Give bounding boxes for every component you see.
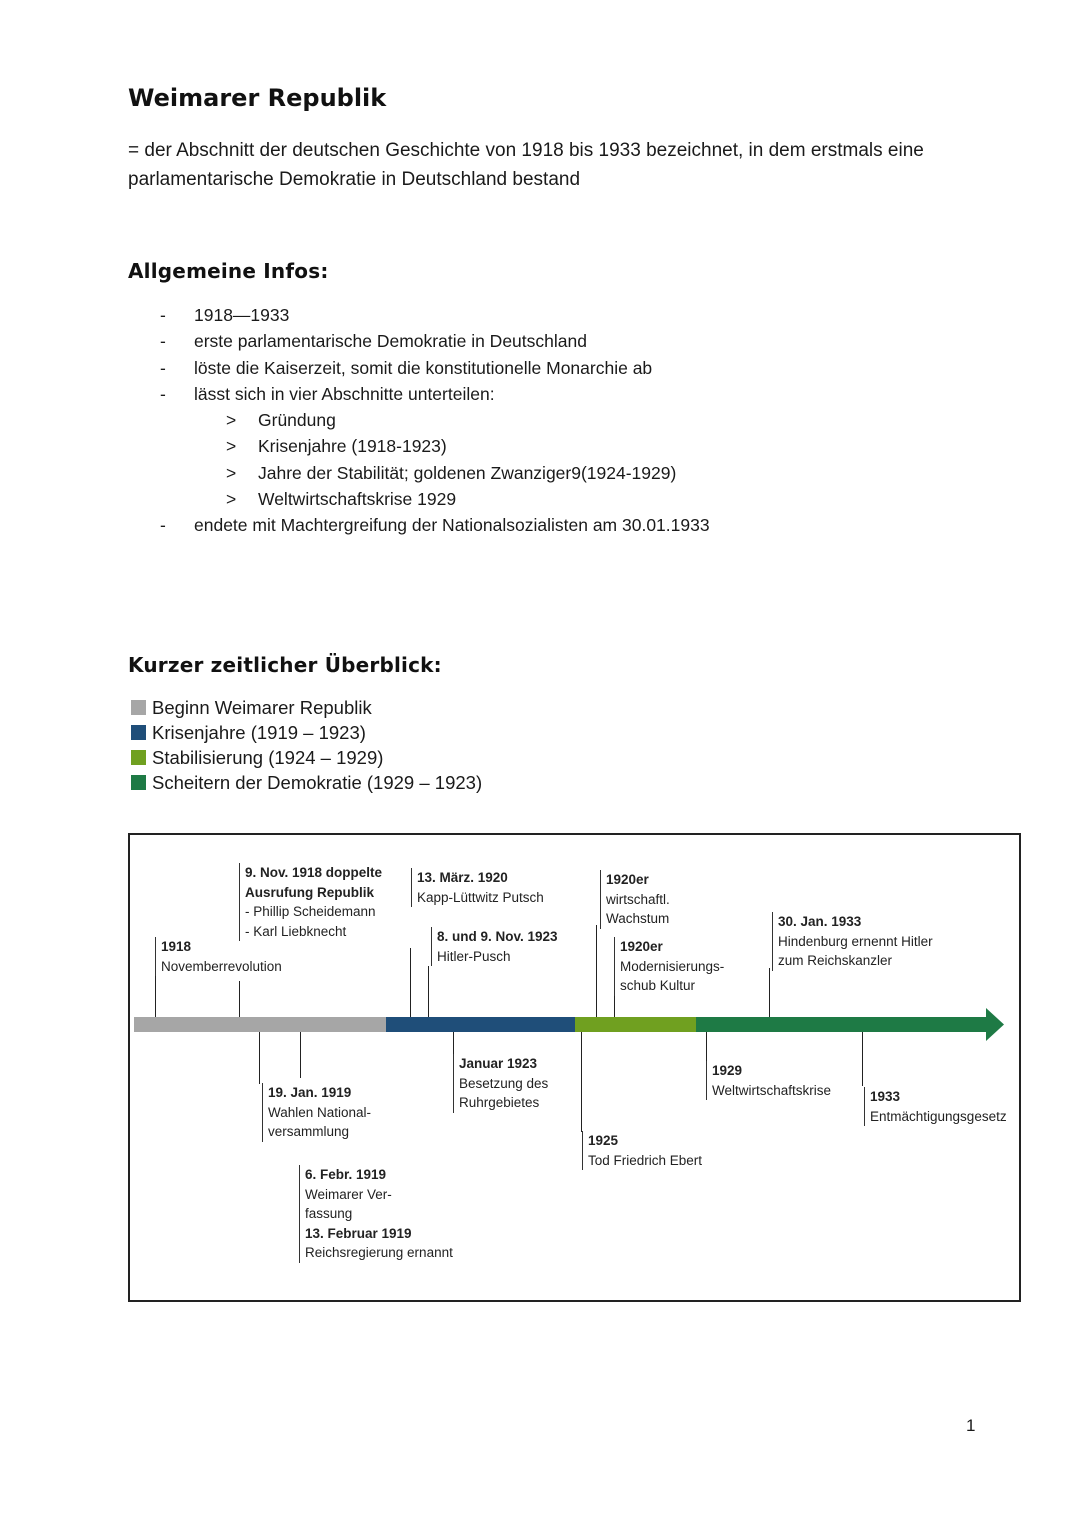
legend-label: Scheitern der Demokratie (1929 – 1923): [152, 772, 483, 793]
event-date-continued: Ausrufung Republik: [245, 884, 374, 900]
connector-line: [259, 1032, 260, 1084]
list-item-text: 1918—1933: [194, 305, 290, 325]
event-date: 30. Jan. 1933: [778, 914, 862, 929]
event-text: Wachstum: [606, 911, 670, 926]
legend-item: [131, 770, 482, 795]
timeline-event-jan-1919: [262, 1083, 371, 1142]
page-number: 1: [966, 1416, 976, 1435]
overview-heading: Kurzer zeitlicher Überblick:: [128, 653, 442, 677]
sub-list-item-text: Gründung: [258, 410, 336, 431]
event-text: wirtschaftl.: [606, 891, 670, 907]
timeline-event-march-1920: [411, 868, 544, 907]
event-text: Ruhrgebietes: [459, 1095, 540, 1110]
event-date: 8. und 9. Nov. 1923: [437, 929, 558, 944]
legend-swatch: [131, 775, 146, 790]
connector-line: [706, 1032, 707, 1062]
bullet-dash: -: [160, 383, 166, 404]
timeline-event-1918: [155, 937, 282, 976]
bullet-dash: -: [160, 515, 166, 536]
sub-list-item-text: Weltwirtschaftskrise 1929: [258, 489, 457, 510]
sub-list-item: [160, 486, 710, 512]
timeline-arrowhead: [986, 1008, 1006, 1041]
event-text: zum Reichskanzler: [778, 953, 893, 968]
legend-label: Stabilisierung (1924 – 1929): [152, 747, 384, 768]
bullet-dash: -: [160, 331, 166, 352]
legend-item: [131, 745, 482, 770]
intro-definition: = der Abschnitt der deutschen Geschichte von 1918 bis 1933 bezeichnet, in dem erstmals eine parlamentarische Demokratie in Deutschland bestand: [128, 140, 924, 190]
sub-list-item: [160, 460, 710, 486]
event-text: Reichsregierung ernannt: [305, 1245, 453, 1260]
legend-swatch: [131, 700, 146, 715]
event-date: 13. Februar 1919: [305, 1225, 412, 1241]
connector-line: [428, 966, 429, 1017]
list-item-text: erste parlamentarische Demokratie in Deutschland: [194, 331, 587, 352]
connector-line: [453, 1032, 454, 1054]
timeline-segment-failure: [696, 1017, 988, 1032]
connector-line: [239, 981, 240, 1017]
connector-line: [596, 925, 597, 1017]
sub-list-item: [160, 407, 710, 433]
legend-label: Krisenjahre (1919 – 1923): [152, 722, 366, 743]
general-heading: Allgemeine Infos:: [128, 259, 329, 283]
legend-item: [131, 720, 482, 745]
timeline-event-1933: [864, 1087, 1007, 1126]
event-text: Weimarer Ver-: [305, 1186, 392, 1202]
event-date: 1929: [712, 1063, 743, 1078]
timeline-event-1920s-culture: [614, 937, 724, 996]
bullet-arrow: >: [226, 462, 237, 483]
legend-item: [131, 695, 482, 720]
timeline-legend: [131, 695, 482, 795]
list-item: [160, 355, 710, 381]
timeline-event-1929: [706, 1061, 831, 1100]
legend-label: Beginn Weimarer Republik: [152, 697, 372, 718]
bullet-dash: -: [160, 305, 166, 325]
event-date: 1925: [588, 1133, 619, 1148]
event-text: Novemberrevolution: [161, 958, 282, 974]
list-item: [160, 512, 710, 538]
event-text: Tod Friedrich Ebert: [588, 1152, 703, 1168]
bullet-dash: -: [160, 357, 166, 378]
list-item-text: lässt sich in vier Abschnitte unterteilen:: [194, 383, 495, 404]
sub-list-item-text: Jahre der Stabilität; goldenen Zwanziger9(1924-1929): [258, 462, 677, 483]
event-text: Weltwirtschaftskrise: [712, 1082, 832, 1098]
connector-line: [581, 1032, 582, 1132]
legend-swatch: [131, 750, 146, 765]
list-item-text: löste die Kaiserzeit, somit die konstitutionelle Monarchie ab: [194, 357, 653, 378]
timeline-segment-beginning: [134, 1017, 386, 1032]
event-text: Besetzung des: [459, 1075, 549, 1091]
bullet-arrow: >: [226, 410, 237, 431]
event-text: fassung: [305, 1206, 353, 1221]
event-date: 1920er: [606, 872, 649, 887]
event-date: 19. Jan. 1919: [268, 1085, 352, 1100]
arrowhead-shape: [986, 1008, 1004, 1041]
event-date: 9. Nov. 1918 doppelte: [245, 865, 383, 880]
timeline-event-jan-1923: [453, 1054, 548, 1113]
event-text: Hitler-Pusch: [437, 948, 511, 964]
event-text: Wahlen National-: [268, 1104, 372, 1120]
timeline-event-1925: [582, 1131, 702, 1170]
timeline-event-feb-1919: [299, 1165, 453, 1263]
list-item: [160, 328, 710, 354]
timeline-segment-crisis: [386, 1017, 575, 1032]
sub-list-item: [160, 433, 710, 459]
sub-list-item-text: Krisenjahre (1918-1923): [258, 436, 447, 457]
bullet-arrow: >: [226, 436, 237, 457]
bullet-arrow: >: [226, 489, 237, 510]
page-title: Weimarer Republik: [128, 84, 387, 112]
event-date: 1933: [870, 1089, 901, 1104]
event-text: Entmächtigungsgesetz: [870, 1108, 1007, 1124]
timeline-event-nov-1918: [239, 863, 382, 941]
list-item: [160, 302, 710, 328]
connector-line: [862, 1032, 863, 1086]
event-text: - Karl Liebknecht: [245, 923, 347, 939]
event-date: Januar 1923: [459, 1056, 538, 1071]
event-date: 1918: [161, 939, 192, 954]
event-date: 1920er: [620, 939, 663, 954]
timeline-segment-stabilization: [575, 1017, 696, 1032]
event-text: schub Kultur: [620, 978, 696, 993]
event-text: Kapp-Lüttwitz Putsch: [417, 889, 544, 905]
event-date: 13. März. 1920: [417, 870, 508, 885]
legend-swatch: [131, 725, 146, 740]
general-info-list: [160, 302, 710, 539]
list-item: [160, 381, 710, 407]
connector-line: [410, 948, 411, 1017]
event-text: Modernisierungs-: [620, 958, 725, 974]
event-text: Hindenburg ernennt Hitler: [778, 933, 933, 949]
connector-line: [300, 1032, 301, 1078]
timeline-event-1920s-economy: [600, 870, 670, 929]
event-text: versammlung: [268, 1124, 350, 1139]
timeline-event-nov-1923: [431, 927, 558, 966]
timeline-event-jan-1933: [772, 912, 933, 971]
event-date: 6. Febr. 1919: [305, 1167, 387, 1182]
connector-line: [769, 968, 770, 1017]
list-item-text: endete mit Machtergreifung der Nationalsozialisten am 30.01.1933: [194, 515, 710, 536]
event-text: - Phillip Scheidemann: [245, 904, 376, 919]
